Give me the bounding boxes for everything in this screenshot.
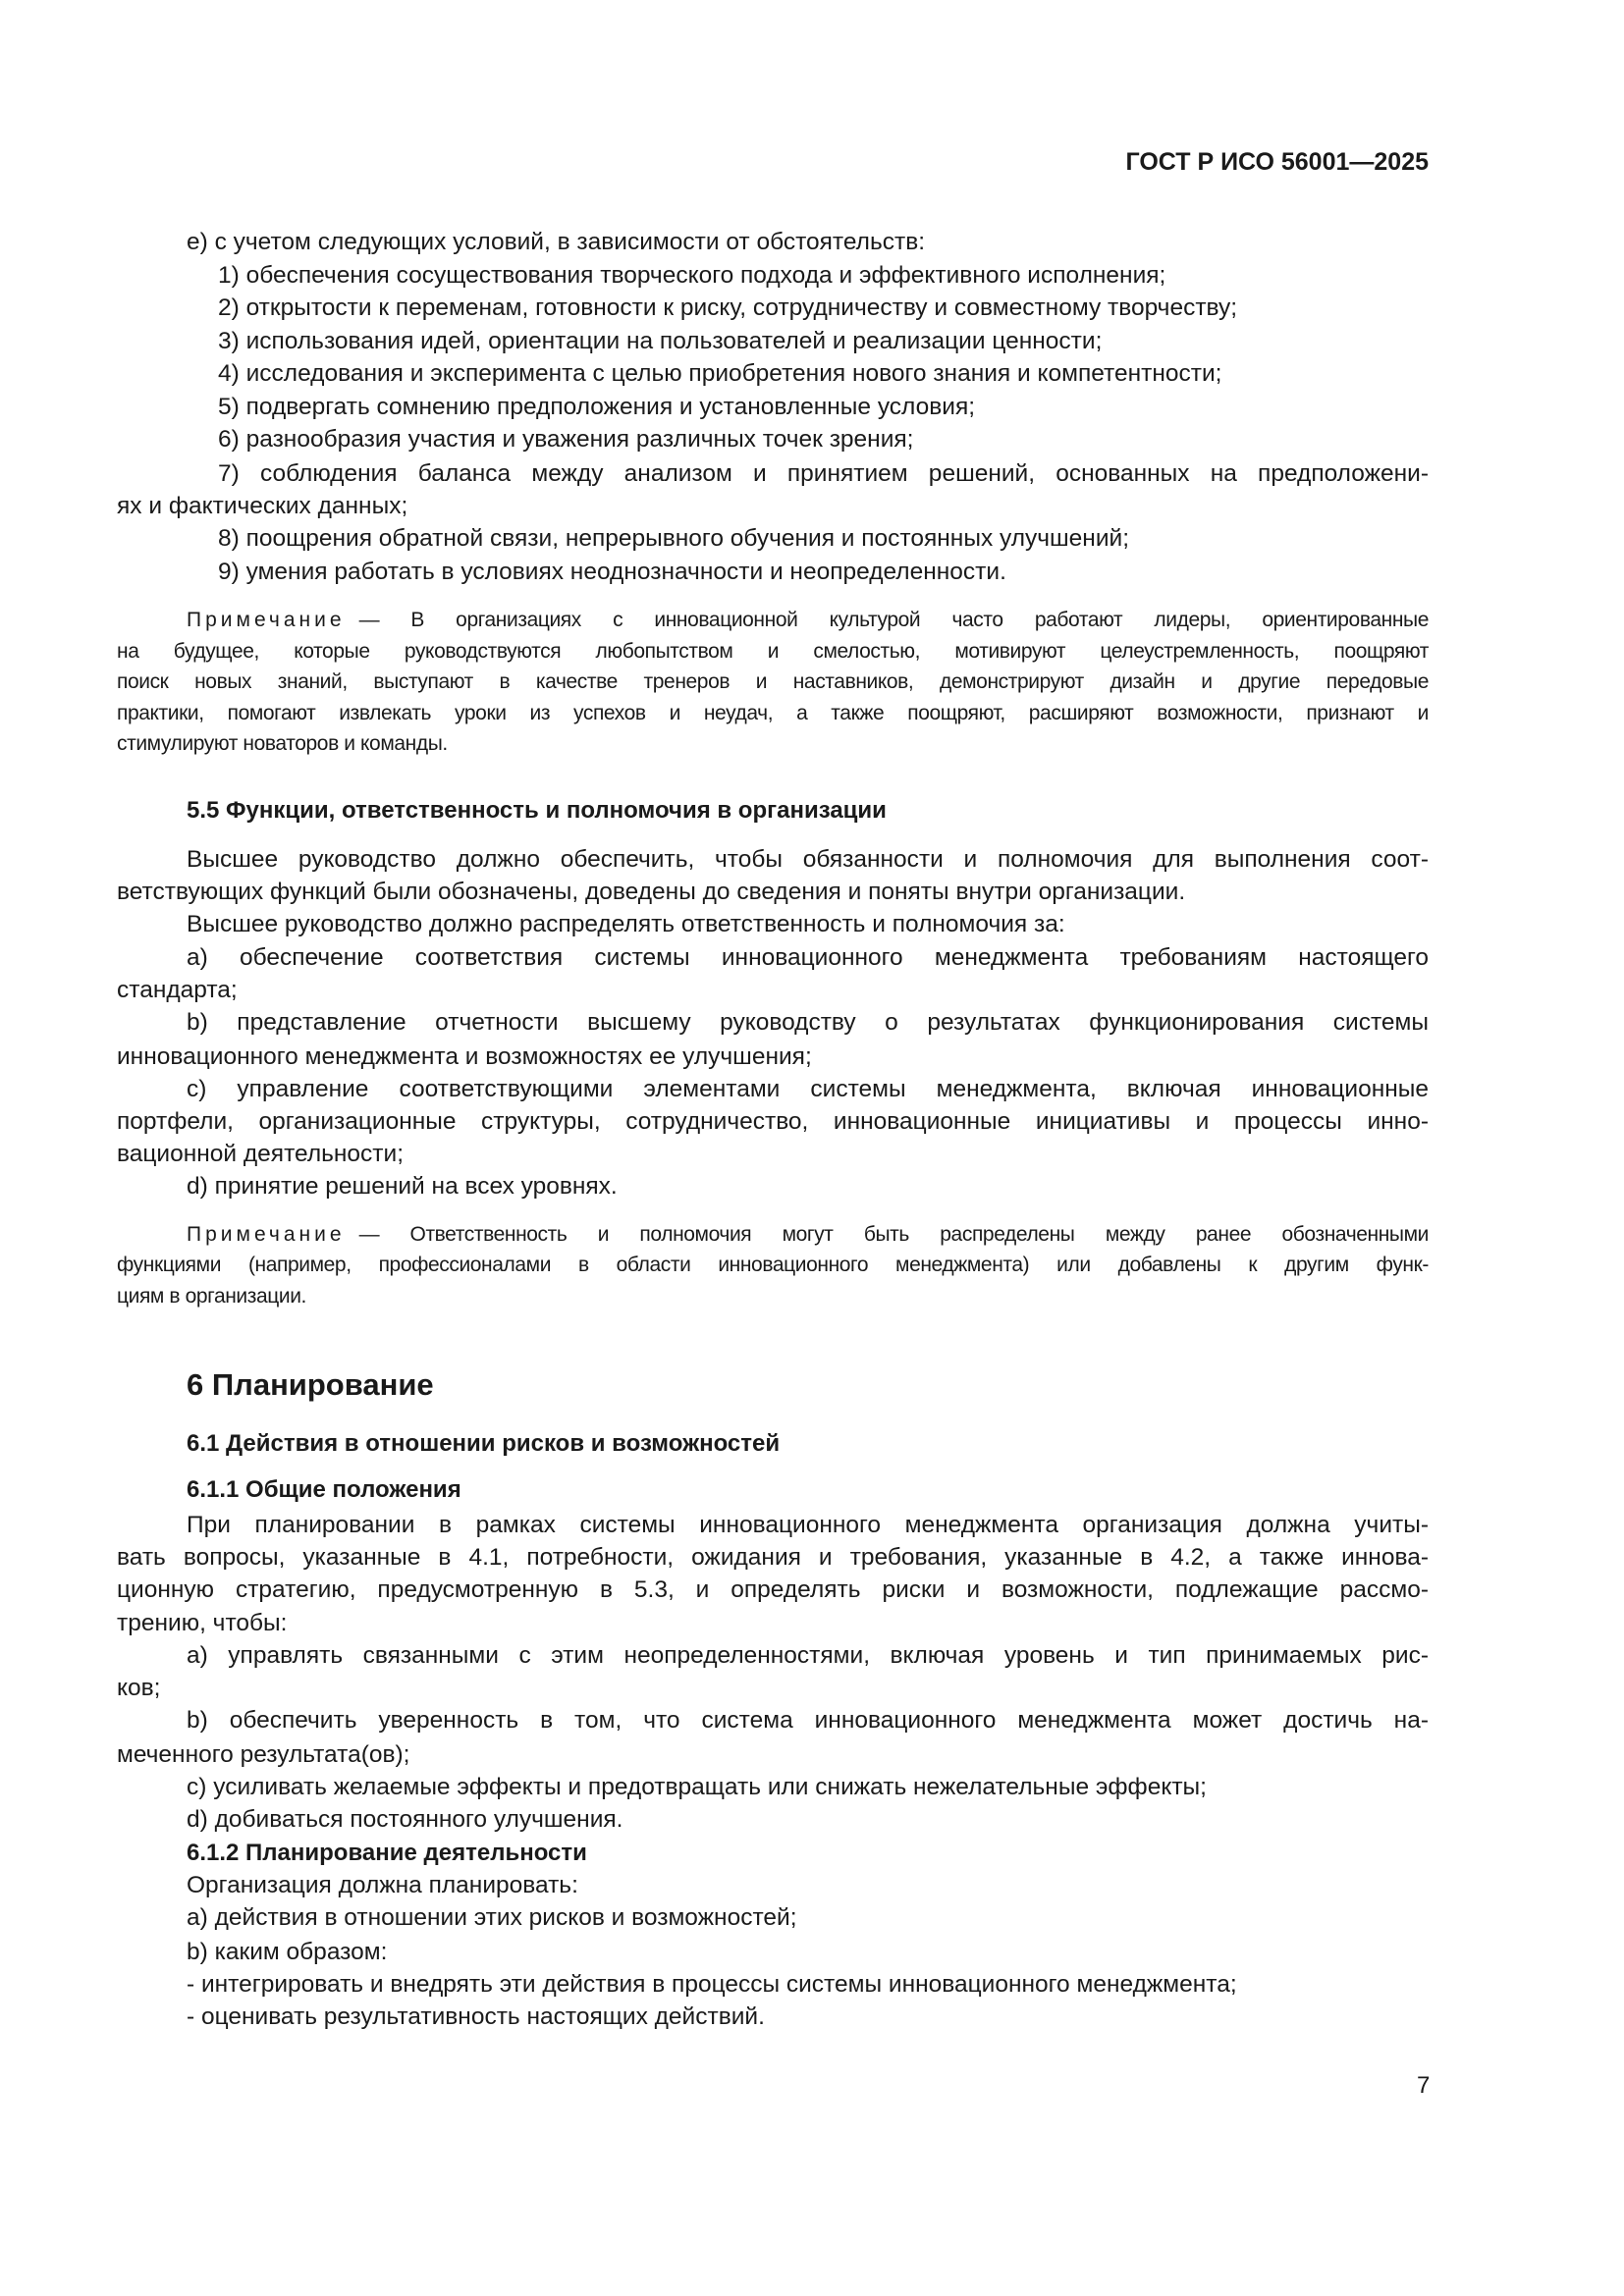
- list-item: 9) умения работать в условиях неоднозначности и неопределенности.: [218, 559, 1006, 585]
- paragraph-line: вать вопросы, указанные в 4.1, потребности, ожидания и требования, указанные в 4.2, а также иннова-: [117, 1544, 1429, 1571]
- list-item: 7) соблюдения баланса между анализом и принятием решений, основанных на предположени-: [218, 460, 1429, 487]
- list-item: 3) использования идей, ориентации на пользователей и реализации ценности;: [218, 328, 1103, 354]
- list-item-continuation: вационной деятельности;: [117, 1141, 405, 1167]
- list-item-continuation: портфели, организационные структуры, сотрудничество, инновационные инициативы и процессы инно-: [117, 1108, 1429, 1135]
- list-item: d) принятие решений на всех уровнях.: [187, 1173, 618, 1200]
- list-item-continuation: инновационного менеджмента и возможностях ее улучшения;: [117, 1043, 812, 1070]
- note-text: на будущее, которые руководствуются любопытством и смелостью, мотивируют целеустремленность, поощряют: [117, 640, 1429, 663]
- list-item: b) представление отчетности высшему руководству о результатах функционирования системы: [187, 1009, 1429, 1036]
- document-designation: ГОСТ Р ИСО 56001—2025: [1125, 148, 1429, 176]
- paragraph-line: Организация должна планировать:: [187, 1872, 578, 1898]
- subsection-heading: 6.1.2 Планирование деятельности: [187, 1840, 587, 1866]
- list-item: 4) исследования и эксперимента с целью приобретения нового знания и компетентности;: [218, 360, 1222, 387]
- list-item-continuation: ков;: [117, 1675, 161, 1701]
- list-item: 1) обеспечения сосуществования творческого подхода и эффективного исполнения;: [218, 262, 1166, 289]
- subsection-heading: 6.1.1 Общие положения: [187, 1476, 461, 1503]
- list-item: b) каким образом:: [187, 1939, 388, 1965]
- paragraph-line: трению, чтобы:: [117, 1610, 288, 1636]
- list-item-continuation: ях и фактических данных;: [117, 493, 408, 519]
- dash-item: - интегрировать и внедрять эти действия в процессы системы инновационного менеджмента;: [187, 1971, 1237, 1998]
- list-item: 8) поощрения обратной связи, непрерывного обучения и постоянных улучшений;: [218, 525, 1130, 552]
- paragraph-line: При планировании в рамках системы инновационного менеджмента организация должна учиты-: [187, 1512, 1429, 1538]
- note-text: практики, помогают извлекать уроки из успехов и неудач, а также поощряют, расширяют возможности, признают и: [117, 702, 1429, 724]
- paragraph-line: Высшее руководство должно обеспечить, чтобы обязанности и полномочия для выполнения соот-: [187, 846, 1429, 873]
- list-item-continuation: меченного результата(ов);: [117, 1741, 410, 1768]
- note-text: стимулируют новаторов и команды.: [117, 732, 448, 755]
- list-item: a) действия в отношении этих рисков и возможностей;: [187, 1904, 797, 1931]
- note-text: поиск новых знаний, выступают в качестве тренеров и наставников, демонстрируют дизайн и другие передовые: [117, 670, 1429, 693]
- paragraph-line: Высшее руководство должно распределять ответственность и полномочия за:: [187, 911, 1065, 937]
- list-item-continuation: стандарта;: [117, 977, 238, 1003]
- list-item: b) обеспечить уверенность в том, что система инновационного менеджмента может достичь на-: [187, 1707, 1429, 1734]
- section-heading: 5.5 Функции, ответственность и полномочия в организации: [187, 797, 887, 824]
- list-item: a) управлять связанными с этим неопределенностями, включая уровень и тип принимаемых рис-: [187, 1642, 1429, 1669]
- list-item: 5) подвергать сомнению предположения и установленные условия;: [218, 394, 976, 420]
- note-text: — Ответственность и полномочия могут быть распределены между ранее обозначенными: [358, 1223, 1429, 1246]
- list-item: d) добиваться постоянного улучшения.: [187, 1806, 623, 1833]
- note-text: функциями (например, профессионалами в области инновационного менеджмента) или добавлены к другим функ-: [117, 1254, 1429, 1276]
- note-label: Примечание: [187, 609, 346, 631]
- note: [187, 1220, 1429, 1250]
- note: [187, 606, 1429, 635]
- list-item: 6) разнообразия участия и уважения различных точек зрения;: [218, 426, 914, 453]
- page-number: 7: [1417, 2072, 1431, 2099]
- note-text: циям в организации.: [117, 1285, 306, 1308]
- paragraph-line: ционную стратегию, предусмотренную в 5.3, и определять риски и возможности, подлежащие рассмо-: [117, 1576, 1429, 1603]
- list-item: c) управление соответствующими элементами системы менеджмента, включая инновационные: [187, 1076, 1429, 1102]
- list-item: a) обеспечение соответствия системы инновационного менеджмента требованиям настоящего: [187, 944, 1429, 971]
- list-item: 2) открытости к переменам, готовности к риску, сотрудничеству и совместному творчеству;: [218, 294, 1238, 321]
- section-heading: 6.1 Действия в отношении рисков и возможностей: [187, 1430, 781, 1457]
- list-item: c) усиливать желаемые эффекты и предотвращать или снижать нежелательные эффекты;: [187, 1774, 1207, 1800]
- note-text: — В организациях с инновационной культурой часто работают лидеры, ориентированные: [358, 609, 1429, 631]
- list-intro: e) с учетом следующих условий, в зависимости от обстоятельств:: [187, 229, 926, 255]
- note-label: Примечание: [187, 1223, 346, 1246]
- dash-item: - оценивать результативность настоящих действий.: [187, 2003, 765, 2030]
- paragraph-line: ветствующих функций были обозначены, доведены до сведения и поняты внутри организации.: [117, 879, 1186, 905]
- chapter-heading: 6 Планирование: [187, 1367, 434, 1402]
